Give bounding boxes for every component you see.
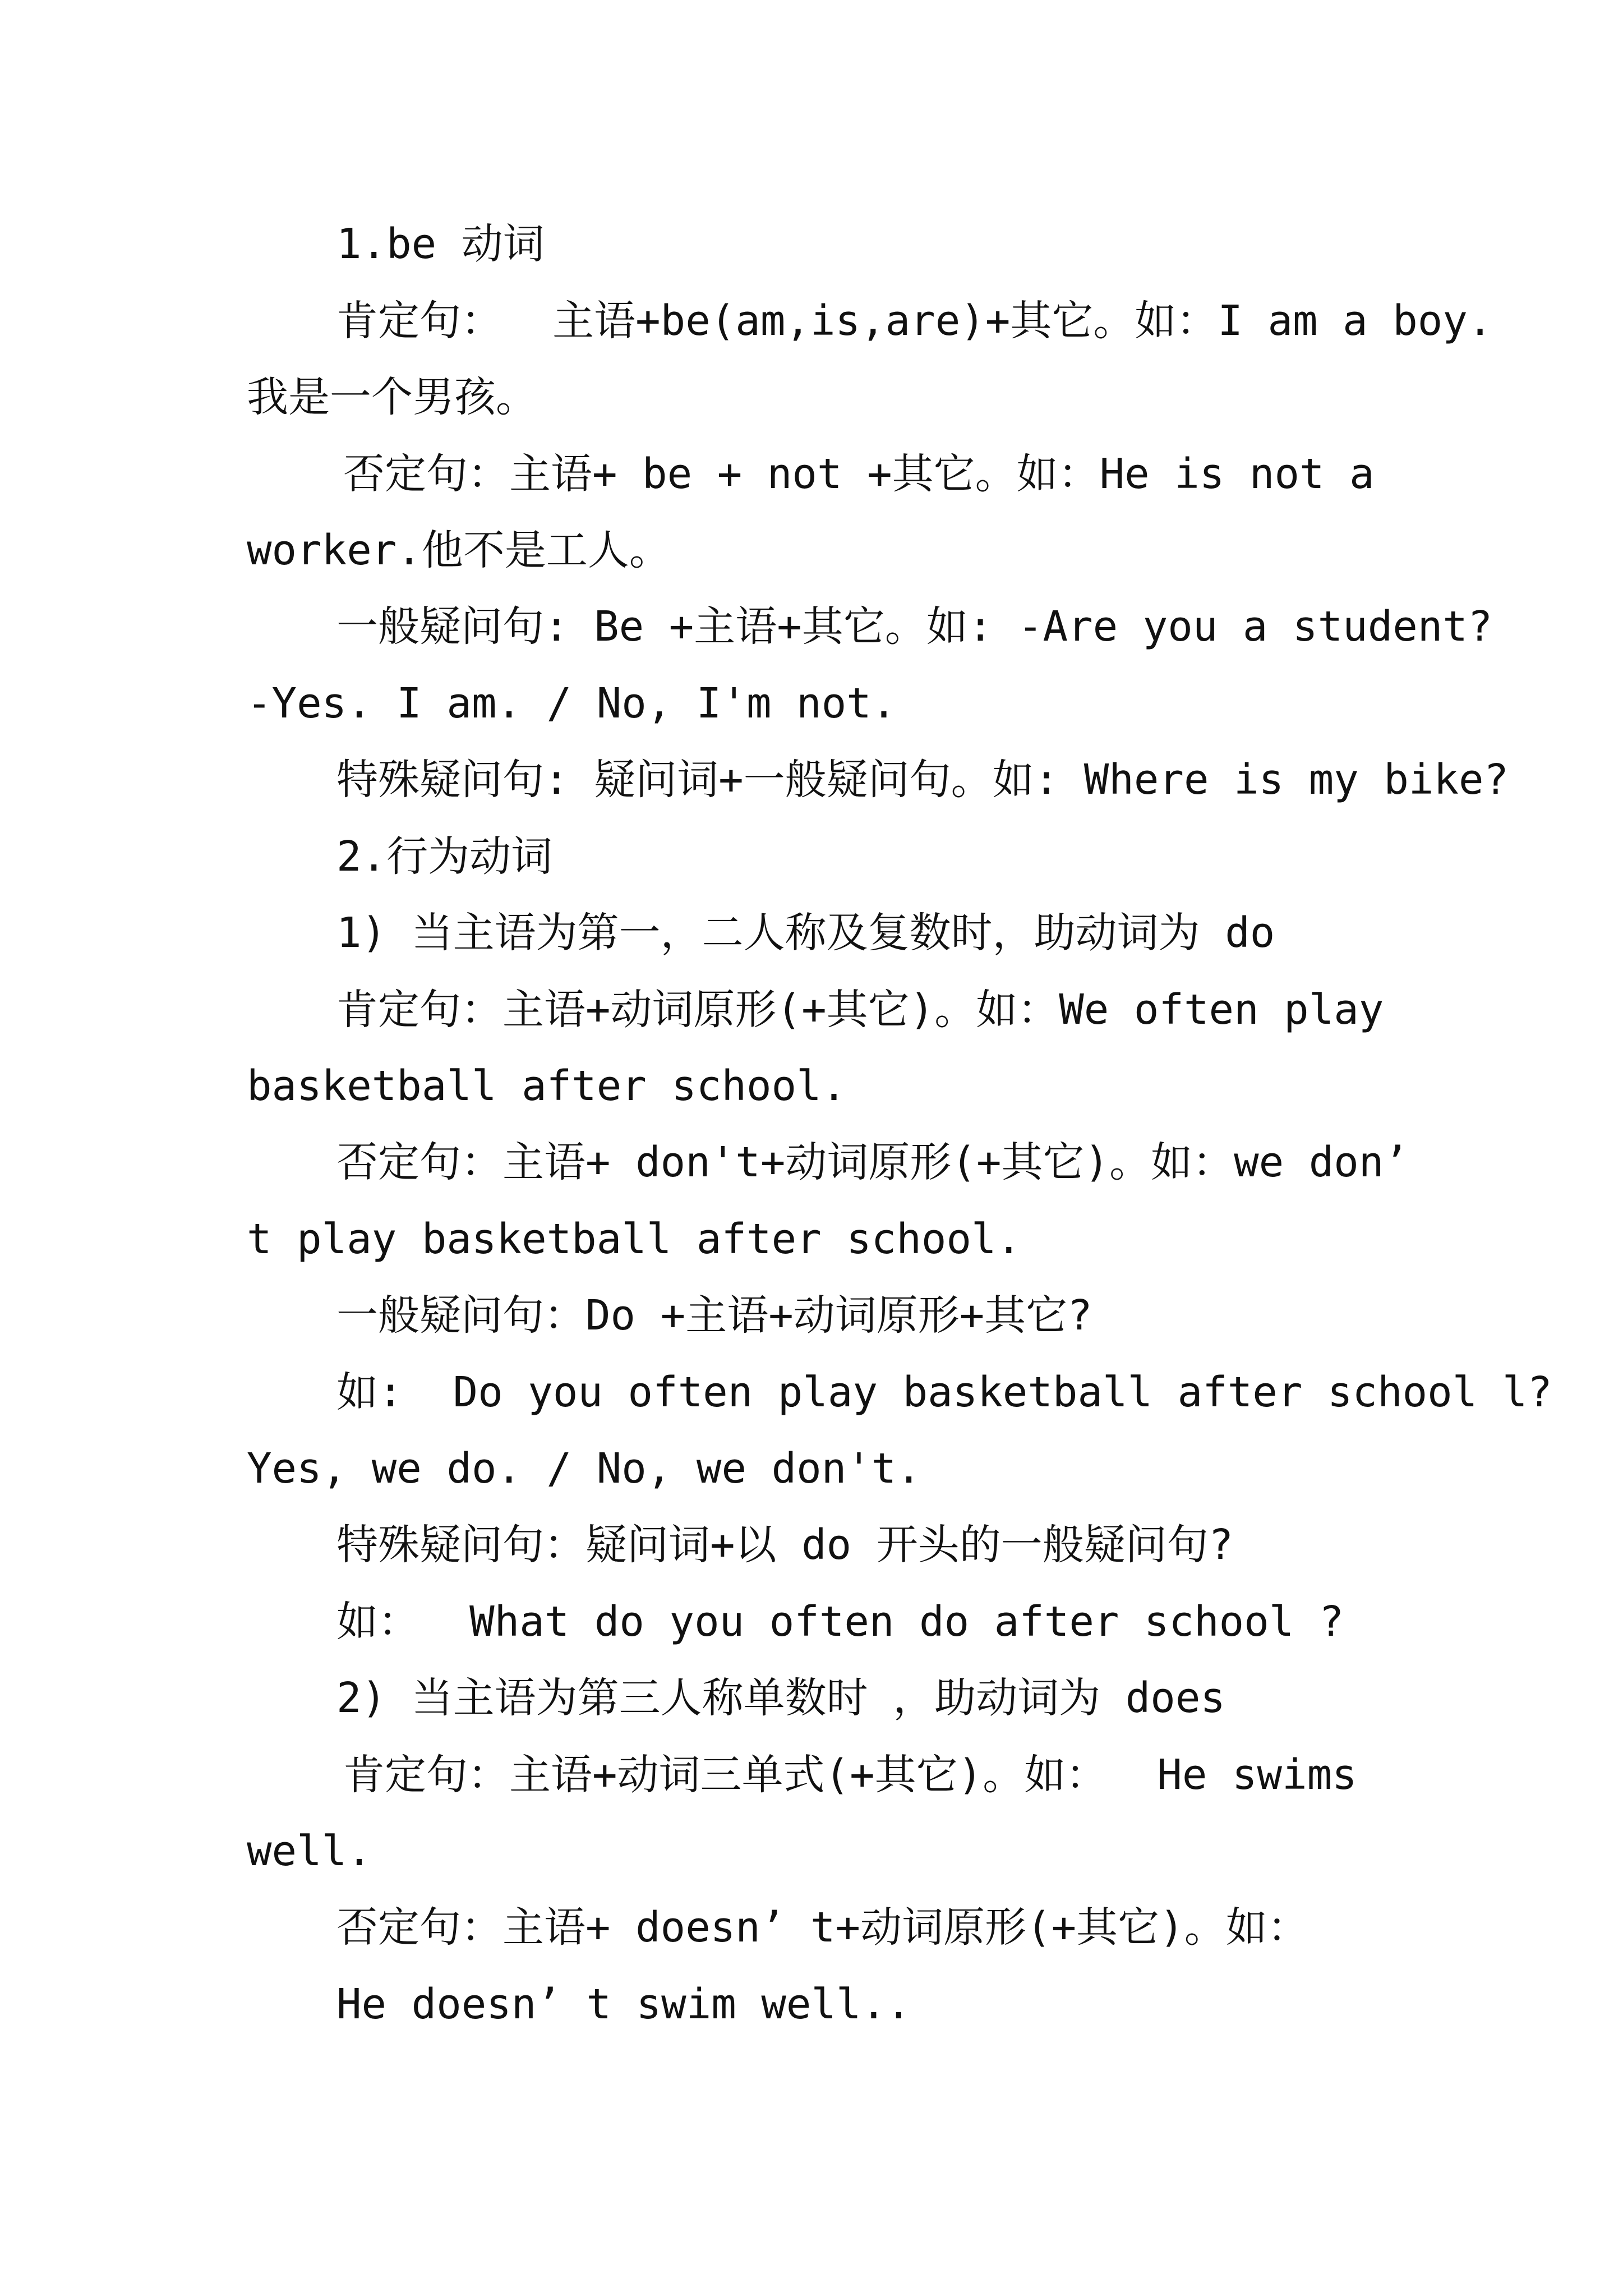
do-affirmative-rule: 肯定句：主语+动词原形(+其它)。如：We often play [336,986,1384,1034]
do-general-question-rule: 一般疑问句：Do +主语+动词原形+其它? [336,1291,1092,1340]
be-special-question-rule: 特殊疑问句: 疑问词+一般疑问句。如: Where is my bike? [336,756,1509,804]
do-negative-rule: 否定句：主语+ don't+动词原形(+其它)。如：we don’ [336,1138,1409,1186]
be-affirmative-rule: 肯定句： 主语+be(am,is,are)+其它。如：I am a boy. [336,297,1493,345]
be-negative-example: worker.他不是工人。 [247,526,671,574]
heading-action-verb: 2.行为动词 [336,832,553,881]
do-negative-example: t play basketball after school. [247,1215,1022,1263]
does-negative-example: He doesn’ t swim well.. [336,1980,911,2028]
be-affirmative-translation: 我是一个男孩。 [247,373,537,421]
does-affirmative-rule: 肯定句：主语+动词三单式(+其它)。如： He swims [343,1751,1357,1799]
be-general-question-rule: 一般疑问句: Be +主语+其它。如: -Are you a student? [336,602,1493,651]
do-special-question-example: 如： What do you often do after school ? [336,1598,1344,1646]
subheading-do: 1) 当主语为第一，二人称及复数时，助动词为 do [336,909,1275,957]
heading-be-verb: 1.be 动词 [336,220,545,268]
do-general-question-example: 如: Do you often play basketball after school l? [336,1368,1552,1416]
does-affirmative-example: well. [247,1827,372,1875]
be-general-question-answer: -Yes. I am. / No, I'm not. [247,679,897,728]
does-negative-rule: 否定句：主语+ doesn’ t+动词原形(+其它)。如： [336,1903,1309,1952]
do-special-question-rule: 特殊疑问句：疑问词+以 do 开头的一般疑问句? [336,1521,1234,1569]
do-general-question-answer: Yes, we do. / No, we don't. [247,1444,921,1493]
be-negative-rule: 否定句：主语+ be + not +其它。如：He is not a [343,450,1375,498]
do-affirmative-example: basketball after school. [247,1062,847,1110]
subheading-does: 2) 当主语为第三人称单数时 ，助动词为 does [336,1674,1225,1722]
